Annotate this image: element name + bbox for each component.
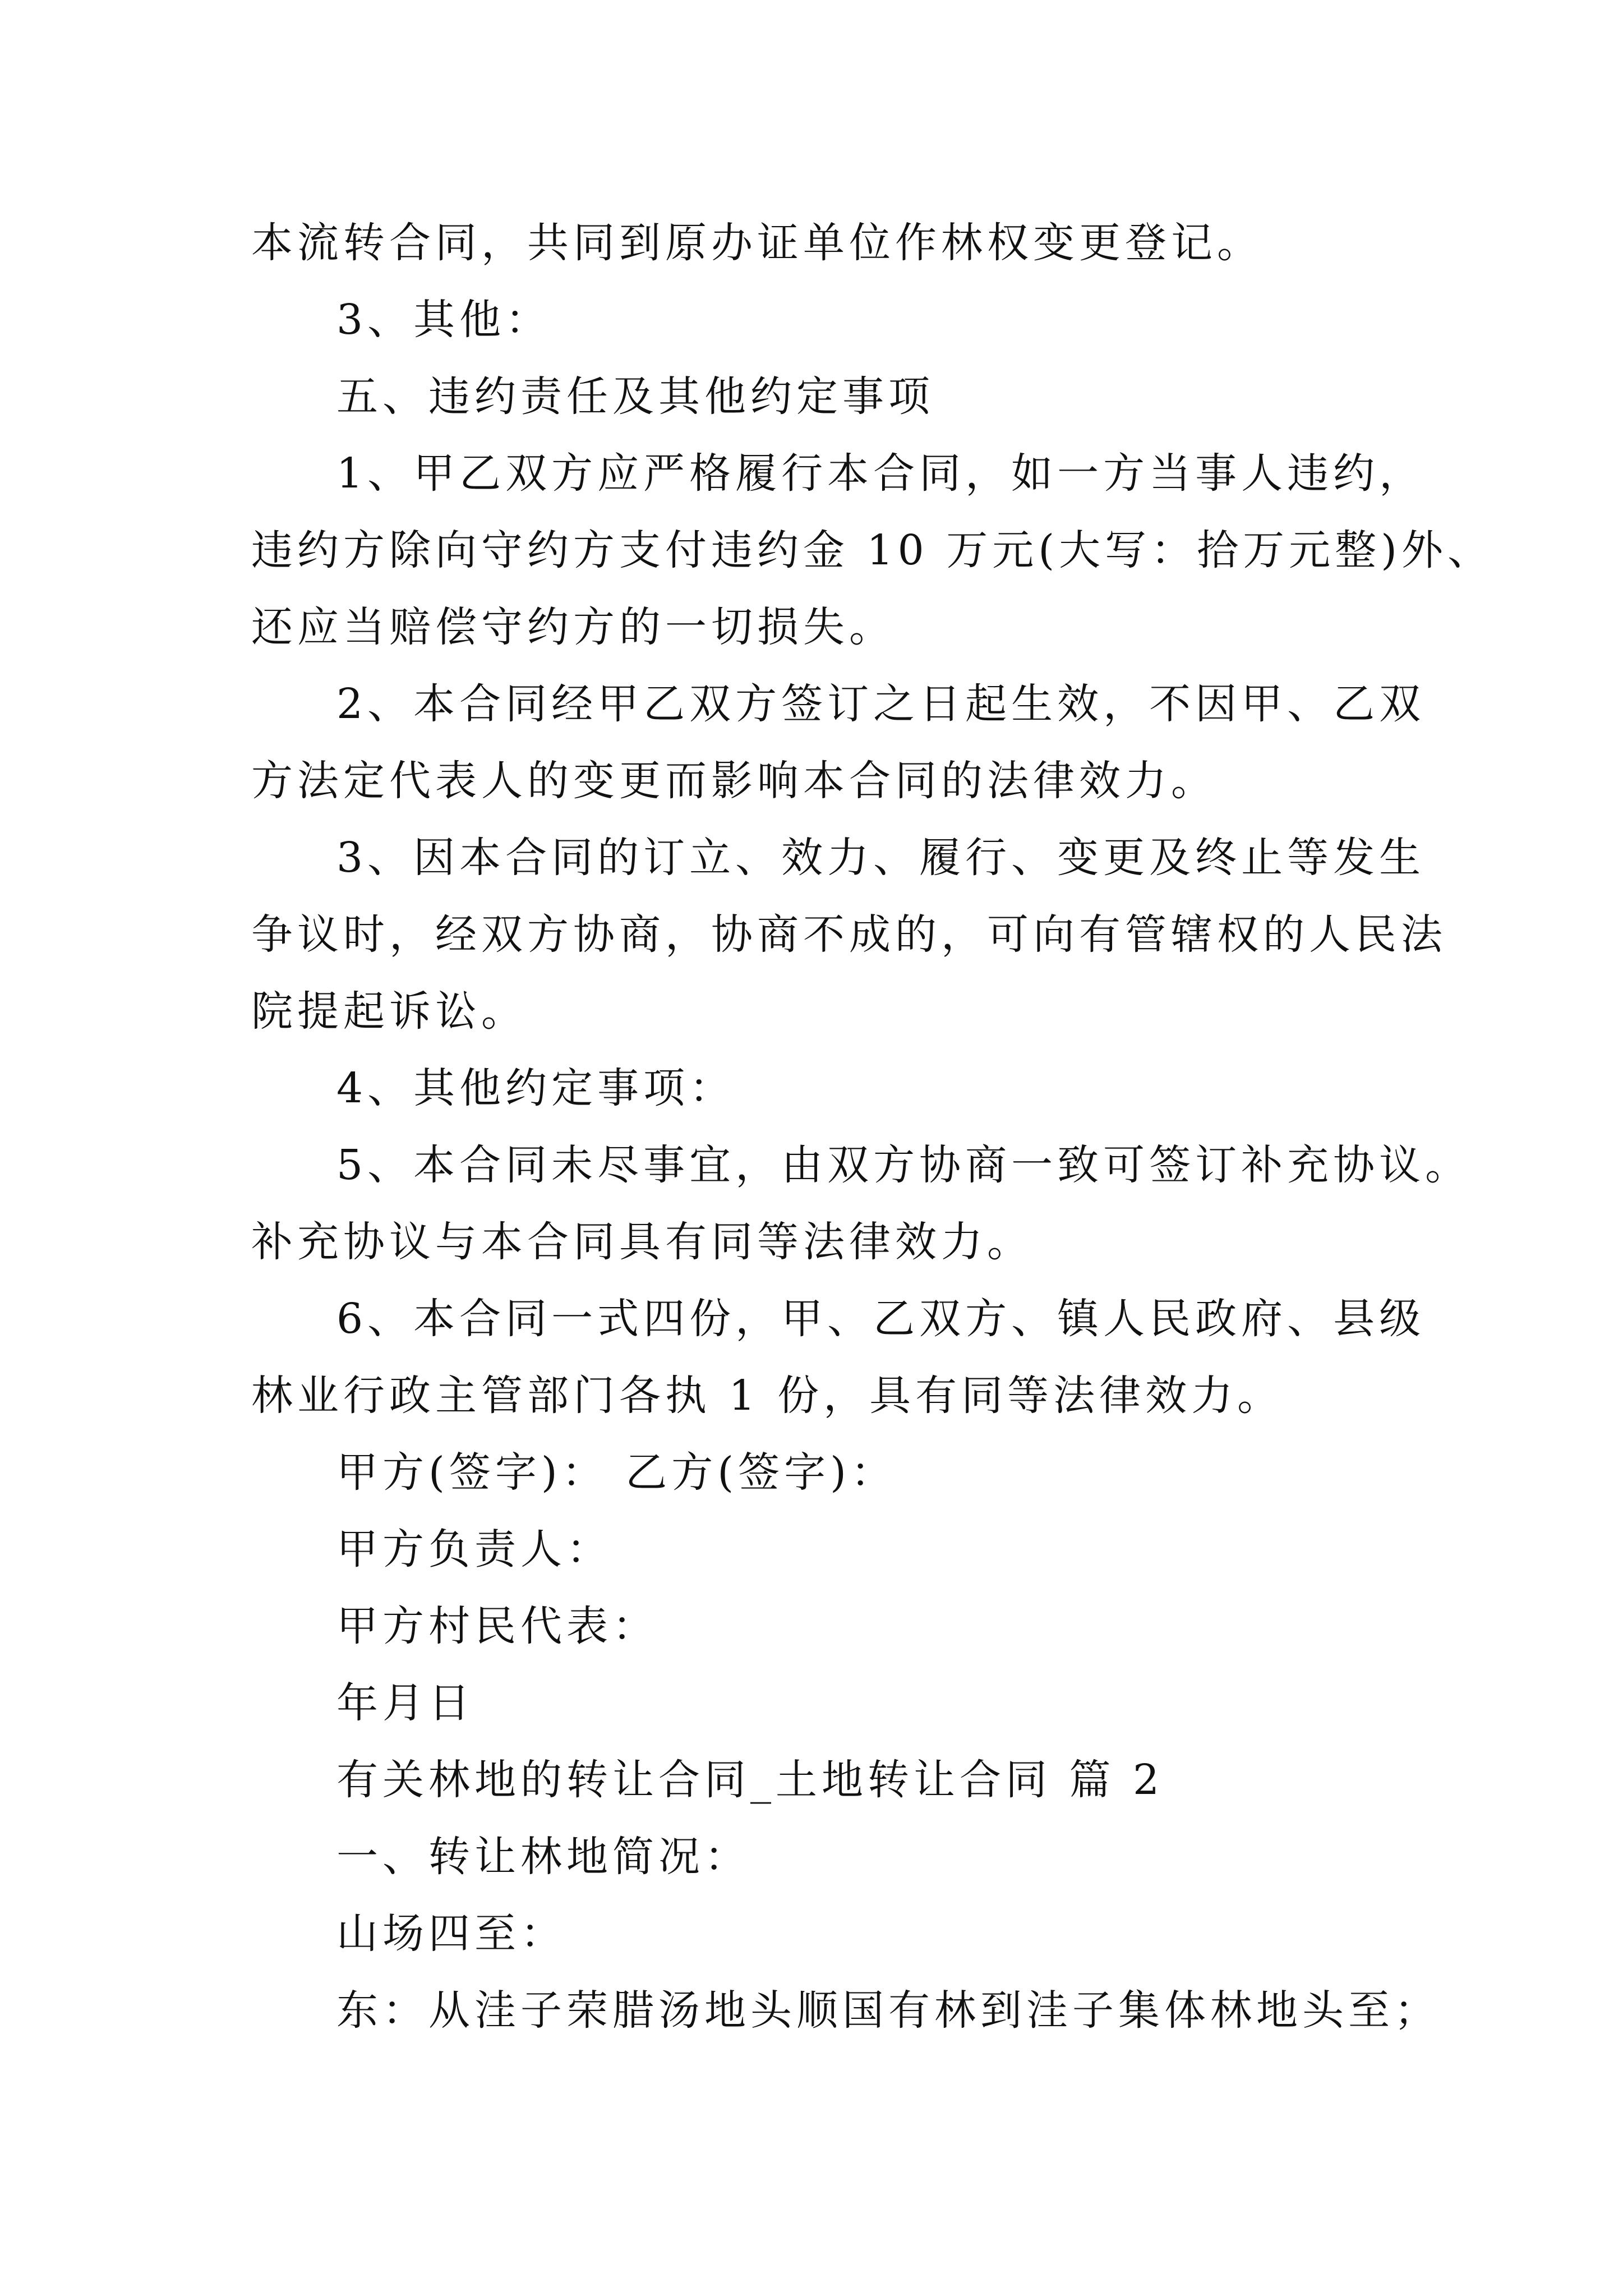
text-line: 4、其他约定事项：: [336, 1064, 736, 1112]
text-line: 5、本合同未尽事宜，由双方协商一致可签订补充协议。: [336, 1141, 1472, 1189]
text-line: 1、甲乙双方应严格履行本合同，如一方当事人违约，: [336, 449, 1426, 498]
date-line: 年月日: [336, 1679, 474, 1727]
text-line: 6、本合同一式四份，甲、乙双方、镇人民政府、县级: [336, 1295, 1426, 1343]
text-line: 方法定代表人的变更而影响本合同的法律效力。: [251, 757, 1217, 805]
text-line: 院提起诉讼。: [251, 987, 527, 1036]
text-line: 本流转合同，共同到原办证单位作林权变更登记。: [251, 219, 1263, 267]
section-heading: 五、违约责任及其他约定事项: [336, 372, 934, 421]
signature-line: 甲方负责人：: [336, 1525, 612, 1573]
text-line: 2、本合同经甲乙双方签订之日起生效，不因甲、乙双: [336, 680, 1426, 728]
text-line: 争议时，经双方协商，协商不成的，可向有管辖权的人民法: [251, 910, 1447, 959]
text-line: 还应当赔偿守约方的一切损失。: [251, 603, 895, 651]
signature-line: 甲方(签字)： 乙方(签字)：: [336, 1448, 897, 1497]
document-body: [251, 205, 1493, 2049]
text-line: 违约方除向守约方支付违约金 10 万元(大写：拾万元整)外、: [251, 526, 1493, 574]
text-line: 山场四至：: [336, 1910, 566, 1958]
section-heading: 一、转让林地简况：: [336, 1833, 750, 1881]
text-line: 林业行政主管部门各执 1 份，具有同等法律效力。: [251, 1372, 1284, 1420]
text-line: 补充协议与本合同具有同等法律效力。: [251, 1218, 1033, 1266]
text-line: 3、因本合同的订立、效力、履行、变更及终止等发生: [336, 834, 1426, 882]
document-title: 有关林地的转让合同_土地转让合同 篇 2: [336, 1756, 1164, 1804]
text-line: 3、其他：: [336, 296, 552, 344]
text-line: 东：从洼子荣腊汤地头顺国有林到洼子集体林地头至；: [336, 1986, 1440, 2035]
signature-line: 甲方村民代表：: [336, 1602, 658, 1650]
